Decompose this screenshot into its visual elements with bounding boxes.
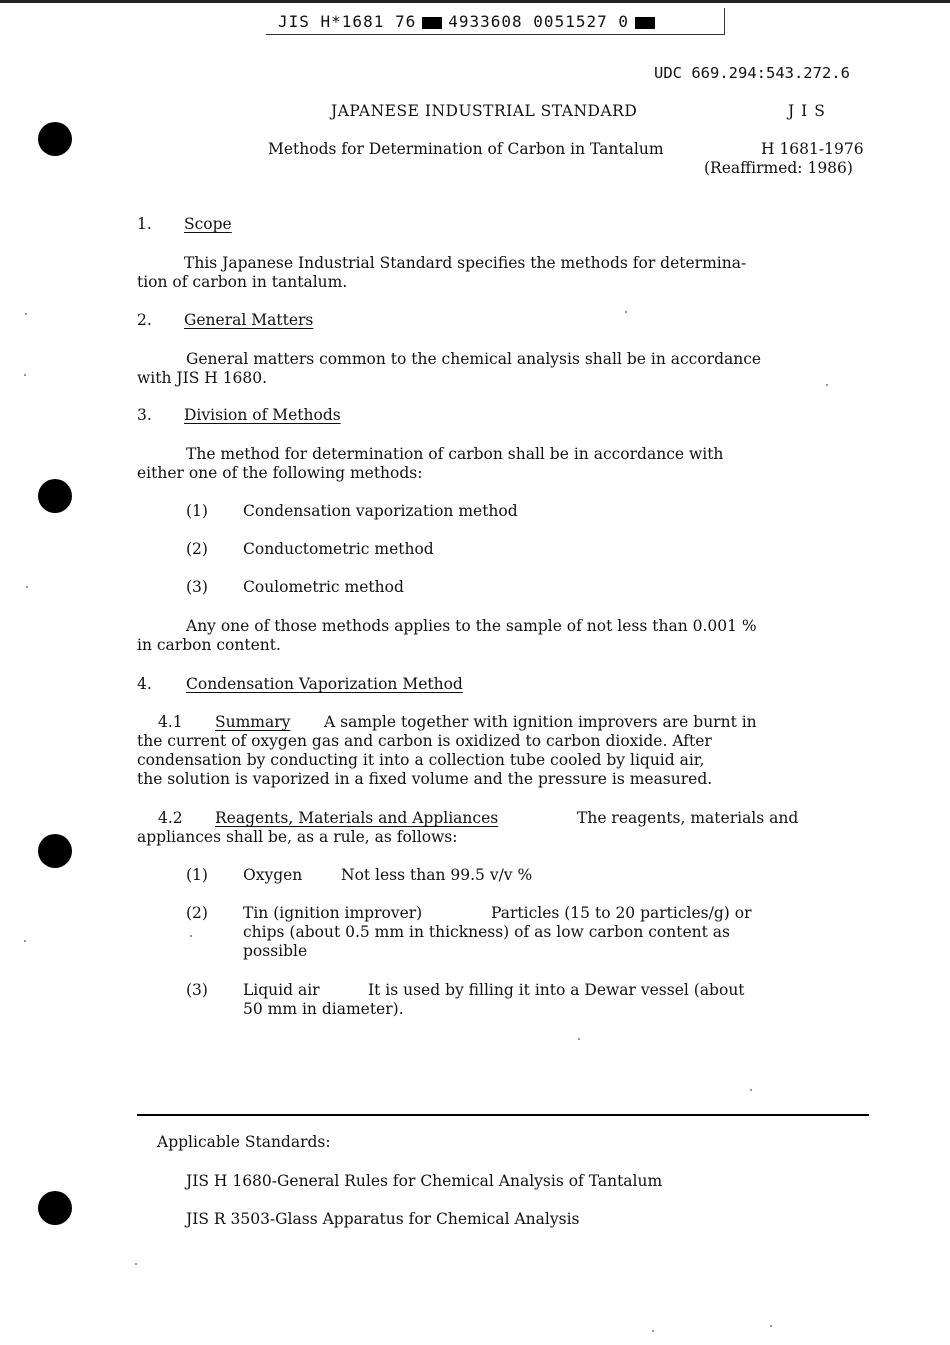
reaffirmed-note: (Reaffirmed: 1986) [704, 159, 853, 177]
scan-speck [25, 313, 27, 315]
section-title: General Matters [184, 311, 314, 329]
section-number: 4. [137, 675, 152, 693]
list-item-name: Liquid air [243, 981, 320, 999]
paragraph-line: the current of oxygen gas and carbon is oxidized to carbon dioxide. After [137, 732, 712, 750]
paragraph-line: the solution is vaporized in a fixed volume and the pressure is measured. [137, 770, 713, 788]
list-item-text: Not less than 99.5 v/v % [341, 866, 533, 884]
scan-speck [24, 940, 26, 942]
paragraph-line: A sample together with ignition improvers are burnt in [324, 713, 757, 731]
header-code-box [266, 8, 725, 35]
paragraph-line: in carbon content. [137, 636, 281, 654]
section-number: 1. [137, 215, 152, 233]
scan-speck [826, 384, 828, 386]
punch-hole [38, 479, 72, 513]
list-item-number: (1) [186, 502, 208, 520]
list-item-text: Coulometric method [243, 578, 404, 596]
list-item-number: (2) [186, 904, 208, 922]
header-code-left: JIS H*1681 76 [278, 12, 417, 31]
scan-speck [578, 1038, 580, 1040]
paragraph-line: The method for determination of carbon shall be in accordance with [186, 445, 724, 463]
punch-hole [38, 1191, 72, 1225]
paragraph-line: Any one of those methods applies to the sample of not less than 0.001 % [186, 617, 757, 635]
punch-hole [38, 834, 72, 868]
list-item-text: possible [243, 942, 308, 960]
paragraph-line: The reagents, materials and [577, 809, 799, 827]
header-code-right: 4933608 0051527 0 [448, 12, 629, 31]
scan-speck [26, 586, 28, 588]
applicable-item: JIS R 3503-Glass Apparatus for Chemical Analysis [186, 1210, 580, 1228]
list-item-text: chips (about 0.5 mm in thickness) of as low carbon content as [243, 923, 730, 941]
paragraph-line: with JIS H 1680. [137, 369, 268, 387]
list-item-text: It is used by filling it into a Dewar vessel (about [368, 981, 745, 999]
section-title: Scope [184, 215, 232, 233]
list-item-text: Particles (15 to 20 particles/g) or [491, 904, 752, 922]
scan-speck [24, 374, 26, 376]
scan-speck [652, 1330, 654, 1332]
applicable-heading: Applicable Standards: [157, 1133, 331, 1151]
list-item-number: (3) [186, 578, 208, 596]
punch-hole [38, 122, 72, 156]
list-item-text: 50 mm in diameter). [243, 1000, 404, 1018]
subsection-number: 4.2 [158, 809, 183, 827]
section-title: Division of Methods [184, 406, 341, 424]
doc-number: H 1681-1976 [761, 140, 864, 158]
scan-speck [750, 1089, 752, 1091]
section-number: 3. [137, 406, 152, 424]
section-title: Condensation Vaporization Method [186, 675, 463, 693]
paragraph-line: General matters common to the chemical analysis shall be in accordance [186, 350, 762, 368]
doc-title: Methods for Determination of Carbon in Tantalum [268, 140, 664, 158]
list-item-text: Conductometric method [243, 540, 434, 558]
scan-speck [135, 1263, 137, 1265]
top-border-line [0, 0, 950, 3]
list-item-number: (3) [186, 981, 208, 999]
subsection-title: Reagents, Materials and Appliances [215, 809, 499, 827]
list-item-text: Condensation vaporization method [243, 502, 518, 520]
paragraph-line: appliances shall be, as a rule, as follows: [137, 828, 458, 846]
footnote-divider [137, 1114, 869, 1116]
scan-speck [625, 311, 627, 313]
paragraph-line: tion of carbon in tantalum. [137, 273, 348, 291]
subsection-title: Summary [215, 713, 291, 731]
scan-speck [770, 1325, 772, 1327]
list-item-number: (2) [186, 540, 208, 558]
standard-title: JAPANESE INDUSTRIAL STANDARD [331, 102, 638, 120]
applicable-item: JIS H 1680-General Rules for Chemical Analysis of Tantalum [186, 1172, 663, 1190]
scan-speck [190, 935, 192, 937]
list-item-number: (1) [186, 866, 208, 884]
list-item-name: Tin (ignition improver) [243, 904, 423, 922]
paragraph-line: This Japanese Industrial Standard specifies the methods for determina- [184, 254, 747, 272]
list-item-name: Oxygen [243, 866, 303, 884]
jis-mark: J I S [788, 102, 826, 120]
paragraph-line: condensation by conducting it into a collection tube cooled by liquid air, [137, 751, 705, 769]
paragraph-line: either one of the following methods: [137, 464, 423, 482]
section-number: 2. [137, 311, 152, 329]
subsection-number: 4.1 [158, 713, 183, 731]
udc-code: UDC 669.294:543.272.6 [654, 64, 850, 82]
